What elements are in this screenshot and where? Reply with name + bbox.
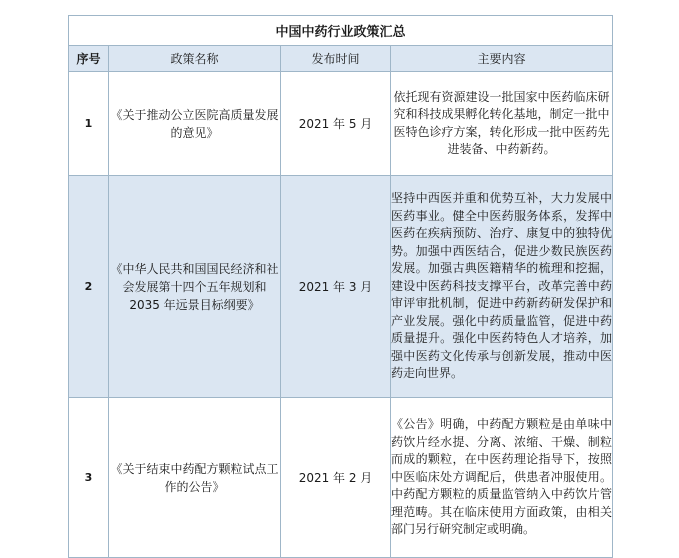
row-index: 1 [69, 72, 109, 176]
row-index: 2 [69, 176, 109, 398]
release-date: 2021 年 3 月 [281, 176, 391, 398]
policy-name: 《关于结束中药配方颗粒试点工作的公告》 [109, 398, 281, 558]
table-row [69, 72, 613, 176]
release-date: 2021 年 5 月 [281, 72, 391, 176]
row-index: 3 [69, 398, 109, 558]
table-title: 中国中药行业政策汇总 [69, 16, 613, 46]
release-date: 2021 年 2 月 [281, 398, 391, 558]
policy-name: 《中华人民共和国国民经济和社会发展第十四个五年规划和 2035 年远景目标纲要》 [109, 176, 281, 398]
table-row [69, 398, 613, 558]
main-content: 依托现有资源建设一批国家中医药临床研究和科技成果孵化转化基地，制定一批中医特色诊疗方案，转化形成一批中医药先进装备、中药新药。 [391, 72, 613, 176]
header-policy-name: 政策名称 [109, 46, 281, 72]
policy-name: 《关于推动公立医院高质量发展的意见》 [109, 72, 281, 176]
policy-table [68, 15, 613, 558]
header-main-content: 主要内容 [391, 46, 613, 72]
header-index: 序号 [69, 46, 109, 72]
main-content: 《公告》明确，中药配方颗粒是由单味中药饮片经水提、分离、浓缩、干燥、制粒而成的颗粒，在中医药理论指导下，按照中医临床处方调配后，供患者冲服使用。中药配方颗粒的质量监管纳入中药饮片管理范畴。其在临床使用方面政策，由相关部门另行研究制定或明确。 [391, 398, 613, 558]
header-release-date: 发布时间 [281, 46, 391, 72]
main-content: 坚持中西医并重和优势互补，大力发展中医药事业。健全中医药服务体系，发挥中医药在疾病预防、治疗、康复中的独特优势。加强中西医结合，促进少数民族医药发展。加强古典医籍精华的梳理和挖掘，建设中医药科技支撑平台，改革完善中药审评审批机制，促进中药新药研发保护和产业发展。强化中药质量监管，促进中药质量提升。强化中医药特色人才培养，加强中医药文化传承与创新发展，推动中医药走向世界。 [391, 176, 613, 398]
header-row [69, 46, 613, 72]
table-row [69, 176, 613, 398]
